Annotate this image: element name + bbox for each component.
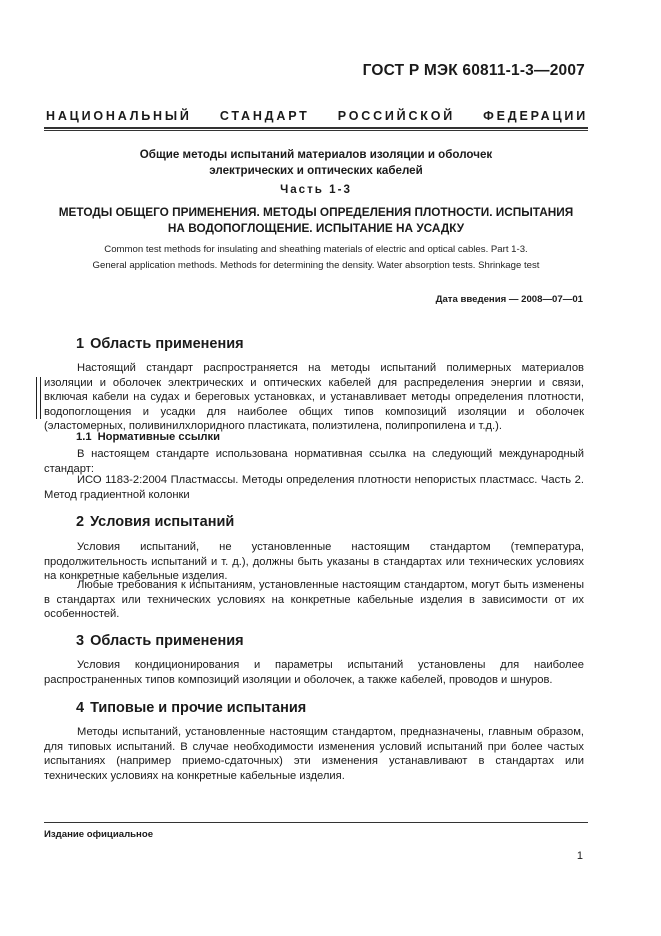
section-number: 4 xyxy=(76,700,85,716)
title-english-line-2: General application methods. Methods for determining the density. Water absorption tests. Shrinkage test xyxy=(92,260,540,271)
title-english xyxy=(44,242,588,274)
section-number: 2 xyxy=(76,514,85,530)
footer-rule xyxy=(44,822,588,823)
section-number: 3 xyxy=(76,633,85,649)
title-english-line-1: Common test methods for insulating and sheathing materials of electric and optical cables. Part 1-3. xyxy=(104,244,528,255)
section-3-paragraph-1: Условия кондиционирования и параметры испытаний установлены для наиболее распространенных типов композиций изоляции и оболочек, а также кабелей, проводов и шнуров. xyxy=(44,659,584,686)
title-main xyxy=(44,204,588,236)
section-1-paragraph-1: Настоящий стандарт распространяется на методы испытаний полимерных материалов изоляции и оболочек электрических и оптических кабелей для распределения энергии и связи, включая кабели на судах и береговых установках, и устанавливает методы определения плотности, водопоглощения и усадки для наиболее общих типов композиций изоляции и оболочек (эластомерных, поливинилхлоридного пластиката, полиэтилена, полипропилена и т.д.). xyxy=(44,362,584,432)
title-main-line-2: НА ВОДОПОГЛОЩЕНИЕ. ИСПЫТАНИЕ НА УСАДКУ xyxy=(167,221,465,235)
header-rule-thin xyxy=(44,130,588,131)
part-number: Часть 1-3 xyxy=(280,183,352,196)
section-title: Условия испытаний xyxy=(90,514,235,530)
section-number: 1 xyxy=(76,336,85,352)
section-4-heading xyxy=(76,700,306,716)
section-title: Типовые и прочие испытания xyxy=(90,700,307,716)
section-1-paragraph-2: В настоящем стандарте использована нормативная ссылка на следующий международный стандарт: xyxy=(44,448,584,475)
section-2-heading xyxy=(76,514,234,530)
title-general xyxy=(44,147,588,179)
subsection-1-1-heading xyxy=(76,431,220,443)
section-4-paragraph-1: Методы испытаний, установленные настоящим стандартом, предназначены, главным образом, для типовых испытаний. В случае необходимости изменения условий испытаний при более частых испытаниях (например приемо-сдаточных) эти изменения устанавливают в стандартах или технических условиях на конкретные кабельные изделия. xyxy=(44,726,584,782)
change-marker xyxy=(36,377,41,419)
section-2-paragraph-1: Условия испытаний, не установленные настоящим стандартом (температура, продолжительность испытаний и т. д.), должны быть указаны в стандартах или технических условиях на конкретные кабельные изделия. xyxy=(44,541,584,582)
section-1-reference: ИСО 1183-2:2004 Пластмассы. Методы определения плотности непористых пластмасс. Часть 2. Метод градиентной колонки xyxy=(44,474,584,501)
title-line-1: Общие методы испытаний материалов изоляции и оболочек xyxy=(139,148,493,161)
subsection-number: 1.1 xyxy=(76,431,92,443)
section-3-heading xyxy=(76,633,244,649)
national-standard-line: НАЦИОНАЛЬНЫЙ СТАНДАРТ РОССИЙСКОЙ ФЕДЕРАЦИИ xyxy=(46,109,588,123)
title-main-line-1: МЕТОДЫ ОБЩЕГО ПРИМЕНЕНИЯ. МЕТОДЫ ОПРЕДЕЛЕНИЯ ПЛОТНОСТИ. ИСПЫТАНИЯ xyxy=(58,205,574,219)
standard-number: ГОСТ Р МЭК 60811-1-3—2007 xyxy=(362,62,585,79)
section-title: Область применения xyxy=(90,336,244,352)
section-title: Область применения xyxy=(90,633,244,649)
effective-date: Дата введения — 2008—07—01 xyxy=(435,294,583,305)
official-edition-note: Издание официальное xyxy=(44,829,154,840)
section-2-paragraph-2: Любые требования к испытаниям, установленные настоящим стандартом, могут быть изменены в стандартах или технических условиях на конкретные кабельные изделия в зависимости от их особенностей. xyxy=(44,579,584,620)
page-number: 1 xyxy=(576,850,583,862)
header-rule xyxy=(44,127,588,129)
subsection-title: Нормативные ссылки xyxy=(97,431,220,443)
title-line-2: электрических и оптических кабелей xyxy=(209,164,423,177)
section-1-heading xyxy=(76,336,244,352)
